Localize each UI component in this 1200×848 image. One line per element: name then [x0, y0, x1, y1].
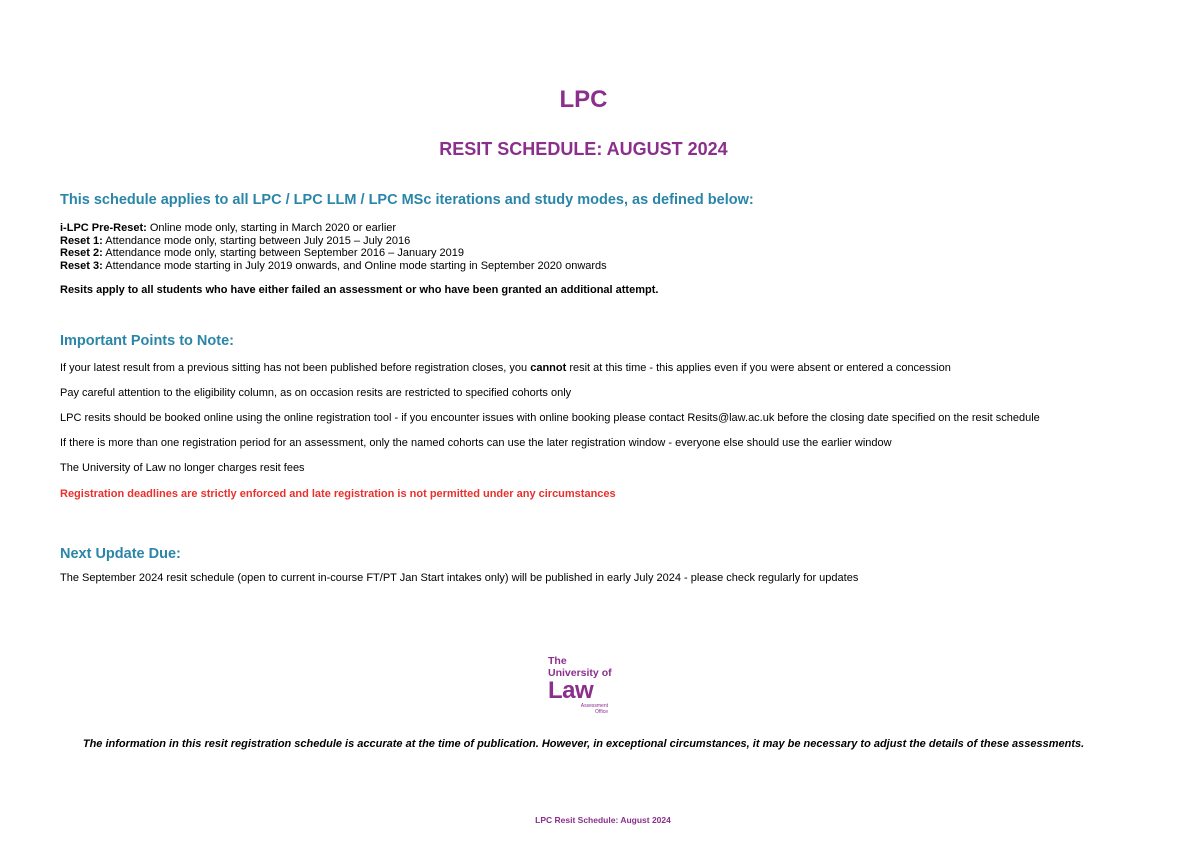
page-subtitle: RESIT SCHEDULE: AUGUST 2024	[439, 139, 728, 159]
point-online-booking: LPC resits should be booked online using the online registration tool - if you encounter issues with online booking please contact Resits@law.ac.uk before the closing date specified on the resit schedule	[60, 412, 1040, 424]
iteration-item	[60, 260, 607, 273]
point-no-fees: The University of Law no longer charges resit fees	[60, 462, 305, 474]
iteration-label: Reset 1:	[60, 234, 103, 247]
iteration-text: Attendance mode only, starting between July 2015 – July 2016	[102, 234, 411, 247]
iteration-text: Attendance mode only, starting between September 2016 – January 2019	[102, 247, 465, 259]
point-text: resit at this time - this applies even if you were absent or entered a concession	[566, 362, 951, 374]
university-of-law-logo	[548, 656, 628, 720]
scope-heading: This schedule applies to all LPC / LPC LLM / LPC MSc iterations and study modes, as defined below:	[60, 192, 754, 208]
logo-line: University of	[548, 667, 612, 679]
point-eligibility: Pay careful attention to the eligibility column, as on occasion resits are restricted to specified cohorts only	[60, 387, 572, 399]
iteration-text: Attendance mode starting in July 2019 onwards, and Online mode starting in September 2020 onwards	[102, 259, 607, 272]
iteration-item	[60, 235, 607, 248]
point-unpublished-results	[60, 362, 951, 375]
point-registration-periods: If there is more than one registration period for an assessment, only the named cohorts can use the later registration window - everyone else should use the earlier window	[60, 437, 892, 449]
logo-subtitle: Assessment	[580, 703, 608, 709]
iteration-item	[60, 247, 607, 260]
next-update-heading: Next Update Due:	[60, 546, 181, 562]
logo-line: The	[548, 655, 567, 667]
next-update-text: The September 2024 resit schedule (open to current in-course FT/PT Jan Start intakes only) will be published in early July 2024 - please check regularly for updates	[60, 572, 859, 584]
resits-note: Resits apply to all students who have either failed an assessment or who have been granted an additional attempt.	[60, 284, 659, 296]
iteration-text: Online mode only, starting in March 2020 or earlier	[146, 222, 397, 234]
page-title: LPC	[559, 86, 608, 113]
iteration-label: Reset 3:	[60, 259, 103, 272]
logo-subtitle: Office	[595, 709, 608, 715]
page-footer: LPC Resit Schedule: August 2024	[535, 815, 671, 825]
iteration-label: Reset 2:	[60, 247, 103, 259]
iteration-item	[60, 222, 607, 235]
point-text: If your latest result from a previous sitting has not been published before registration closes, you	[60, 362, 531, 374]
iteration-label: i-LPC Pre-Reset:	[60, 222, 147, 234]
logo-wordmark: Law	[548, 677, 594, 704]
important-points-heading: Important Points to Note:	[60, 333, 234, 349]
point-emphasis: cannot	[530, 362, 567, 374]
iterations-list	[60, 222, 607, 272]
registration-warning: Registration deadlines are strictly enforced and late registration is not permitted under any circumstances	[60, 488, 616, 500]
disclaimer: The information in this resit registration schedule is accurate at the time of publication. However, in exceptional circumstances, it may be necessary to adjust the details of these assessments.	[82, 738, 1085, 750]
